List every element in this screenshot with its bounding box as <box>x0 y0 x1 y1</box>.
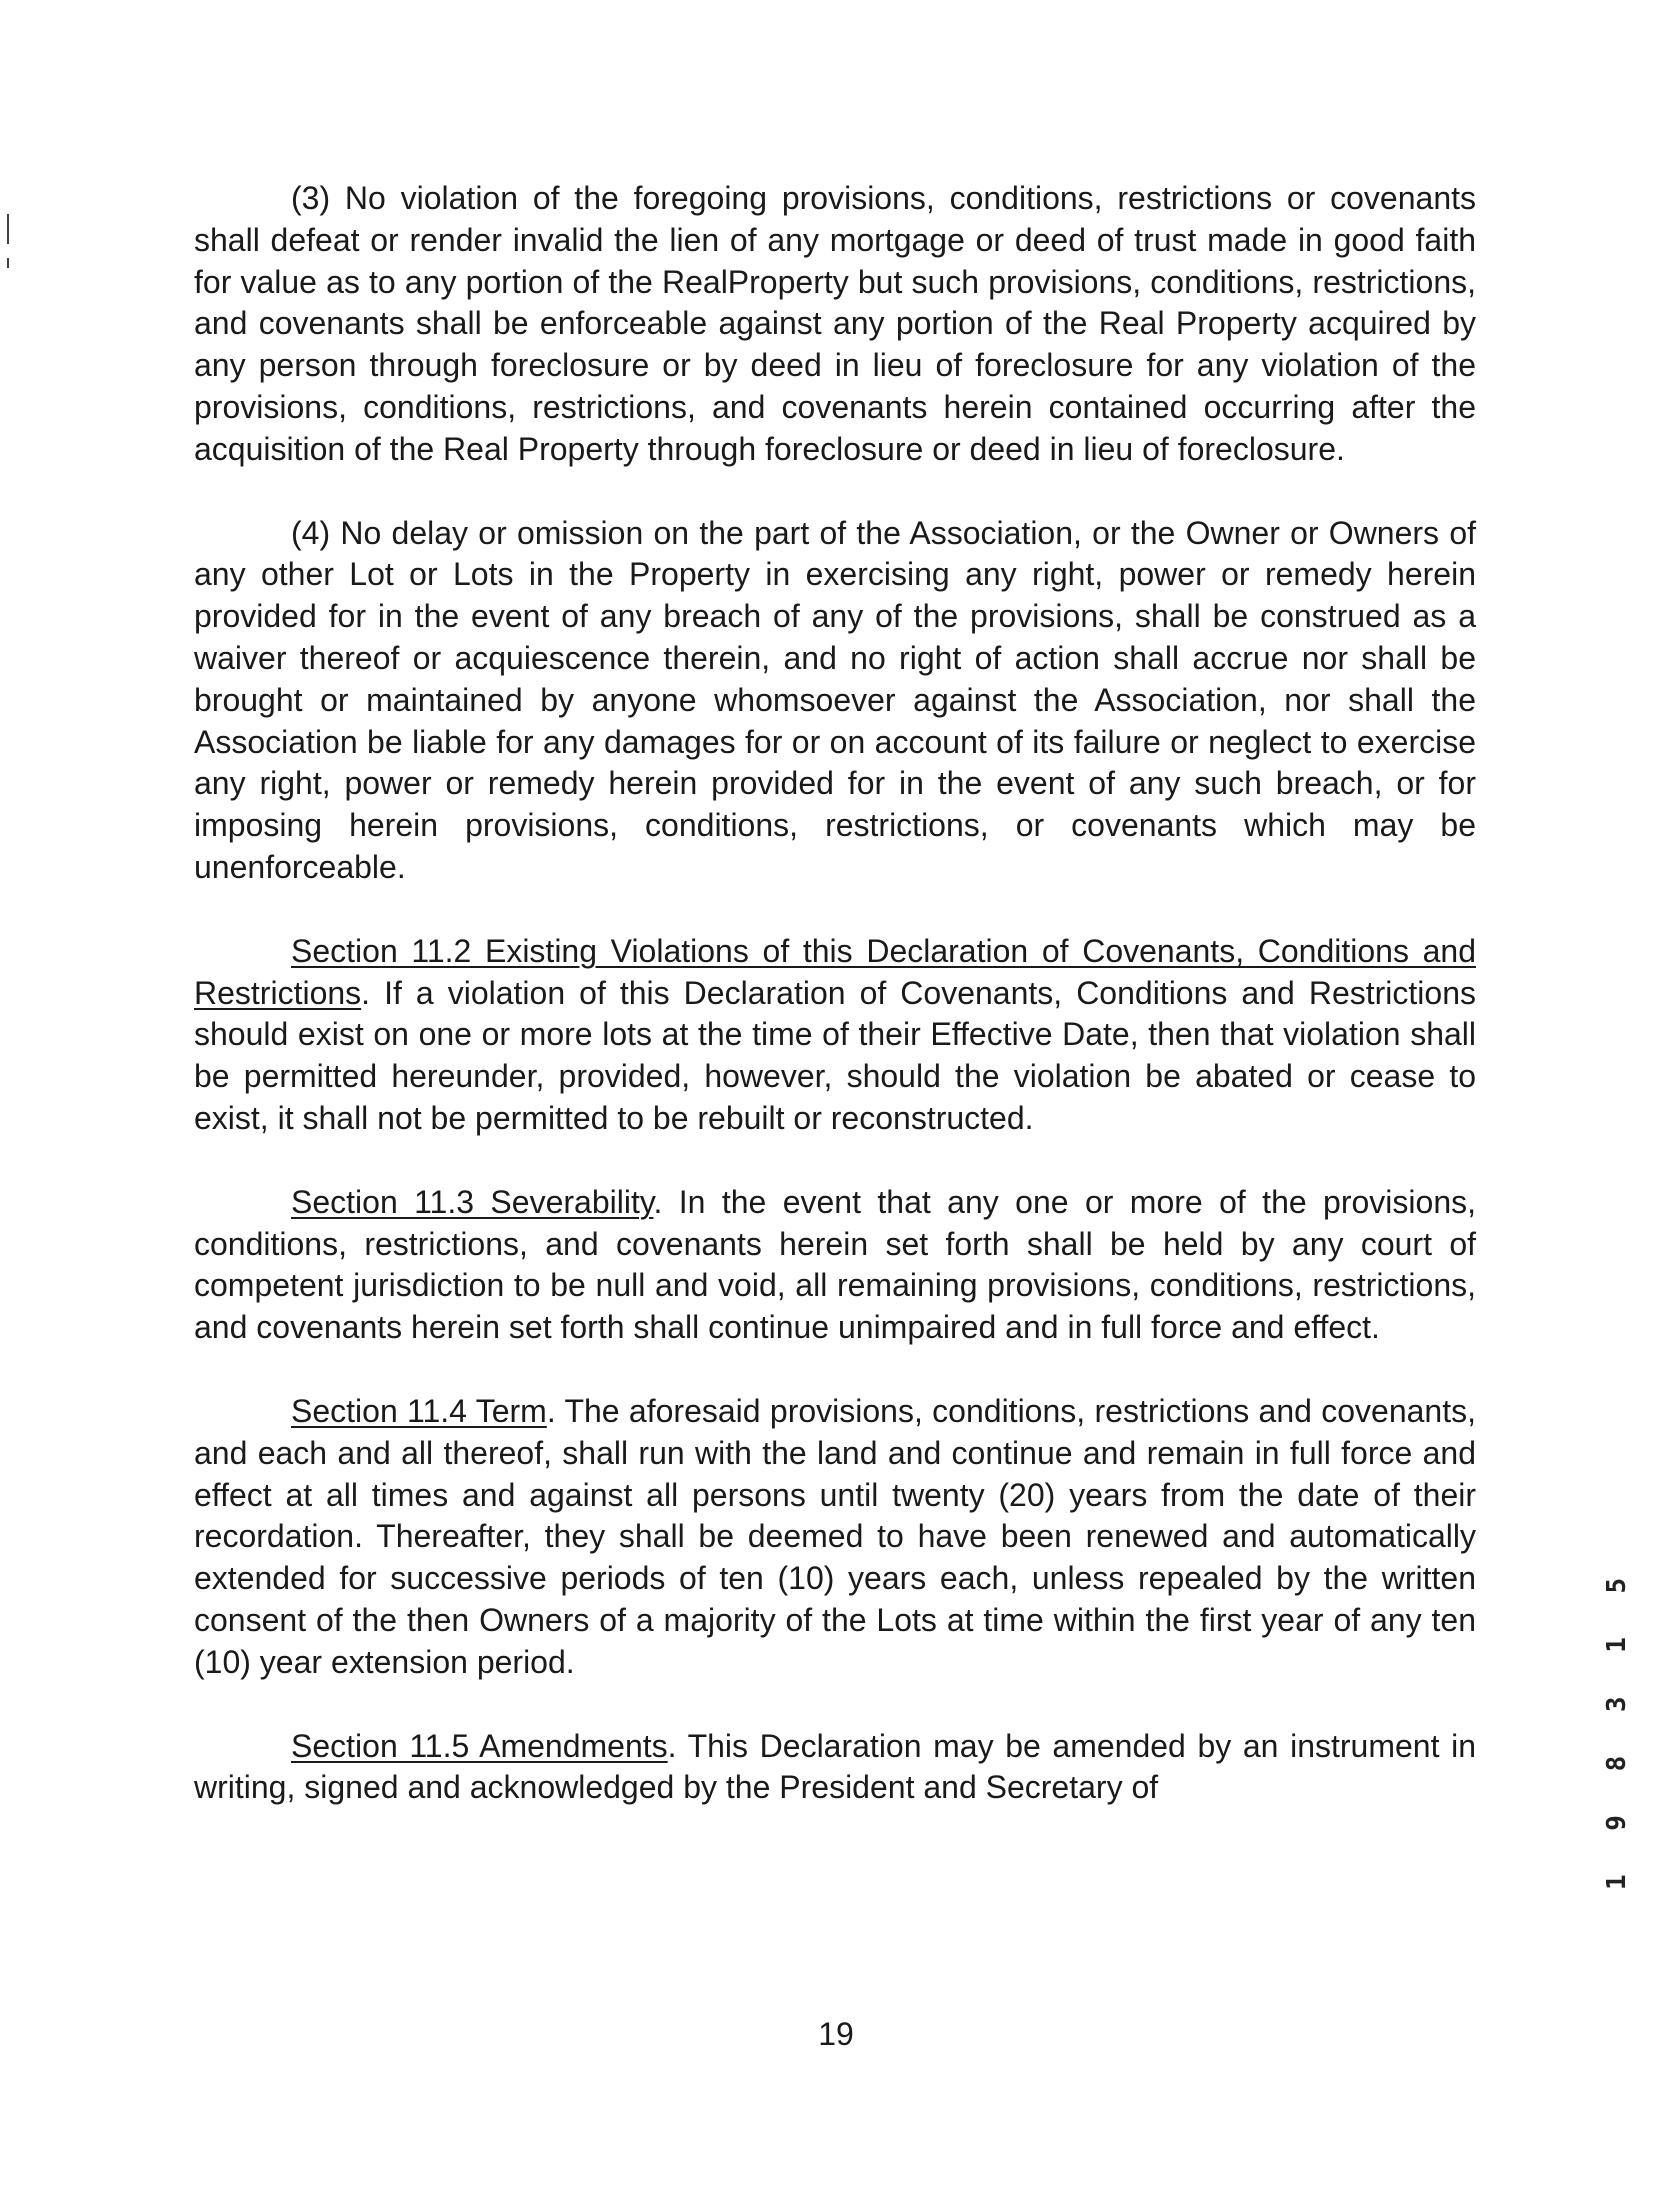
paragraph-3-text: (3) No violation of the foregoing provisions, conditions, restrictions or covenants shall defeat or render invalid the lien of any mortgage or deed of trust made in good faith for value as to any portion of the RealProperty but such provisions, conditions, restrictions, and covenants shall be enforceable against any portion of the Real Property acquired by any person through foreclosure or by deed in lieu of foreclosure for any violation of the provisions, conditions, restrictions, and covenants herein contained occurring after the acquisition of the Real Property through foreclosure or deed in lieu of foreclosure. <box>194 180 1476 467</box>
recording-stamp <box>1600 1560 1634 1890</box>
section-11-5-text: . This Declaration may be amended by an instrument in writing, signed and acknowledged by the President and Secretary of <box>194 1727 1477 1806</box>
section-11-2 <box>194 931 1476 1140</box>
paragraph-4 <box>194 513 1476 889</box>
section-11-2-text: . If a violation of this Declaration of Covenants, Conditions and Restrictions should exist on one or more lots at the time of their Effective Date, then that violation shall be permitted hereunder, provided, however, should the violation be abated or cease to exist, it shall not be permitted to be rebuilt or reconstructed. <box>194 974 1476 1136</box>
section-11-3 <box>194 1182 1476 1349</box>
section-11-3-text: . In the event that any one or more of the provisions, conditions, restrictions, and covenants herein set forth shall be held by any court of competent jurisdiction to be null and void, all remaining provisions, conditions, restrictions, and covenants herein set forth shall continue unimpaired and in full force and effect. <box>194 1183 1477 1346</box>
section-11-2-heading: Section 11.2 Existing Violations of this Declaration of Covenants, Conditions and Restrictions <box>194 932 1476 1011</box>
paragraph-3 <box>194 178 1476 471</box>
section-11-3-heading: Section 11.3 Severability <box>291 1183 654 1220</box>
section-11-5-heading: Section 11.5 Amendments <box>291 1727 668 1764</box>
section-11-4-heading: Section 11.4 Term <box>291 1392 547 1429</box>
paragraph-4-text: (4) No delay or omission on the part of the Association, or the Owner or Owners of any other Lot or Lots in the Property in exercising any right, power or remedy herein provided for in the event of any breach of any of the provisions, shall be construed as a waiver thereof or acquiescence therein, and no right of action shall accrue nor shall be brought or maintained by anyone whomsoever against the Association, nor shall the Association be liable for any damages for or on account of its failure or neglect to exercise any right, power or remedy herein provided for in the event of any such breach, or for imposing herein provisions, conditions, restrictions, or covenants which may be unenforceable. <box>194 514 1476 885</box>
document-page <box>194 178 1476 1851</box>
section-11-5 <box>194 1726 1476 1810</box>
recording-stamp-number: 1 9 8 3 1 5 <box>1602 1563 1632 1890</box>
scan-margin-marks <box>7 214 9 282</box>
page-number: 19 <box>818 2016 854 2052</box>
section-11-4-text: . The aforesaid provisions, conditions, restrictions and covenants, and each and all thereof, shall run with the land and continue and remain in full force and effect at all times and against all persons until twenty (20) years from the date of their recordation. Thereafter, they shall be deemed to have been renewed and automatically extended for successive periods of ten (10) years each, unless repealed by the written consent of the then Owners of a majority of the Lots at time within the first year of any ten (10) year extension period. <box>194 1392 1477 1680</box>
section-11-4 <box>194 1391 1476 1684</box>
